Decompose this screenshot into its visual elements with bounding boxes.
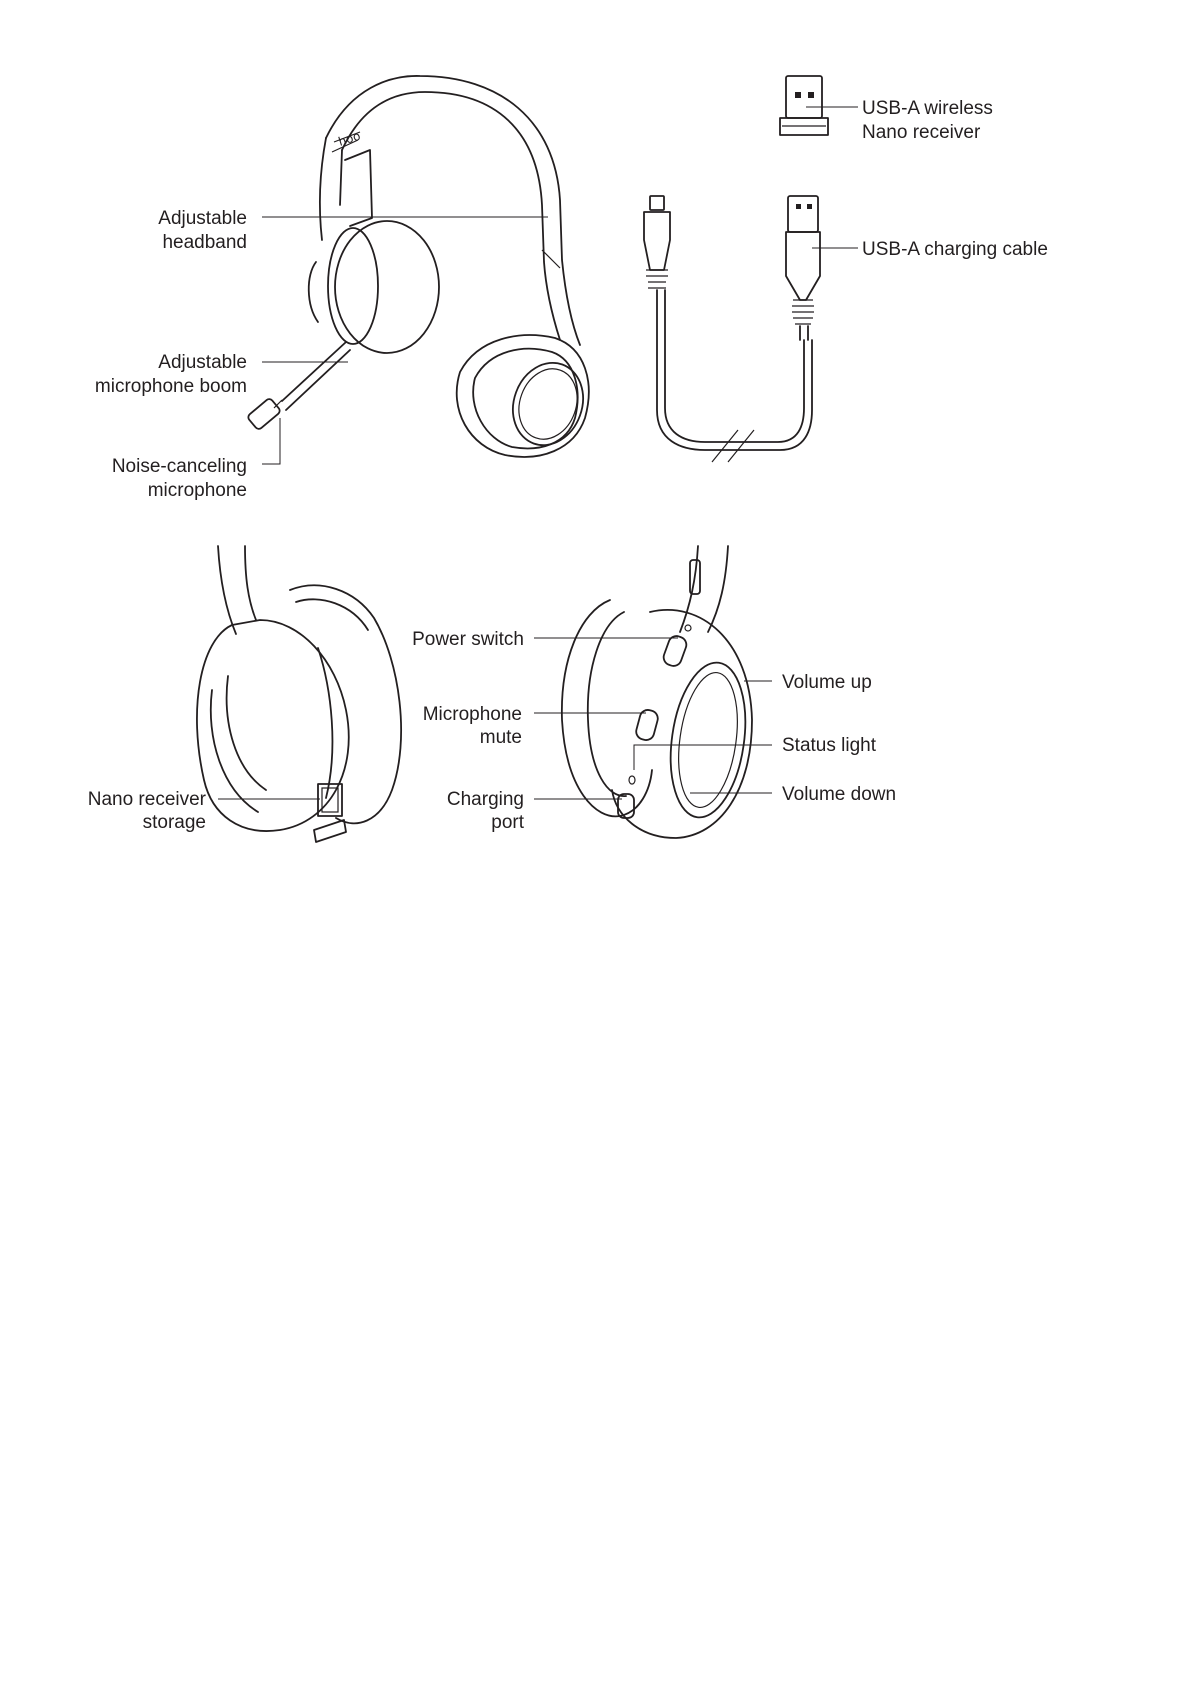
callout-status-light xyxy=(782,735,877,756)
callout-volume-up xyxy=(782,672,872,693)
left-earcup-icon xyxy=(197,546,401,842)
callout-volume-down xyxy=(782,784,896,805)
headset-icon xyxy=(247,76,595,457)
callout-line: Volume down xyxy=(782,784,897,805)
callout-line: mute xyxy=(479,727,522,748)
leader-lines xyxy=(218,107,858,799)
callout-line: Charging xyxy=(446,789,524,810)
right-earcup-icon xyxy=(562,546,755,838)
callout-noise-canceling-microphone xyxy=(112,456,247,501)
callout-line: Adjustable xyxy=(158,352,247,373)
callout-microphone-mute xyxy=(423,704,522,748)
callout-nano-receiver xyxy=(862,98,993,143)
callout-line: microphone boom xyxy=(94,376,247,397)
callout-line: microphone xyxy=(147,480,247,501)
callout-line: Nano receiver xyxy=(87,789,206,810)
callout-line: Power switch xyxy=(412,629,524,650)
callout-charging-cable xyxy=(862,239,1048,260)
svg-text:hoo: hoo xyxy=(336,128,363,149)
callout-line: Noise-canceling xyxy=(111,456,247,477)
callout-line: Microphone xyxy=(422,704,522,725)
callout-adjustable-headband xyxy=(158,208,247,253)
callout-charging-port xyxy=(447,789,525,833)
callout-line: USB-A wireless xyxy=(862,98,993,119)
callout-line: storage xyxy=(142,812,206,833)
callout-line: USB-A charging cable xyxy=(862,239,1048,260)
callout-microphone-boom xyxy=(95,352,247,397)
callout-line: Nano receiver xyxy=(862,122,981,143)
callout-line: port xyxy=(491,812,524,833)
callout-nano-receiver-storage xyxy=(88,789,207,833)
callout-line: Status light xyxy=(782,735,876,756)
callout-line: headband xyxy=(162,232,247,253)
usb-cable-icon xyxy=(644,196,820,462)
callout-line: Adjustable xyxy=(158,208,247,229)
callout-line: Volume up xyxy=(782,672,872,693)
callout-power-switch xyxy=(412,629,524,650)
usb-dongle-icon xyxy=(780,76,828,135)
